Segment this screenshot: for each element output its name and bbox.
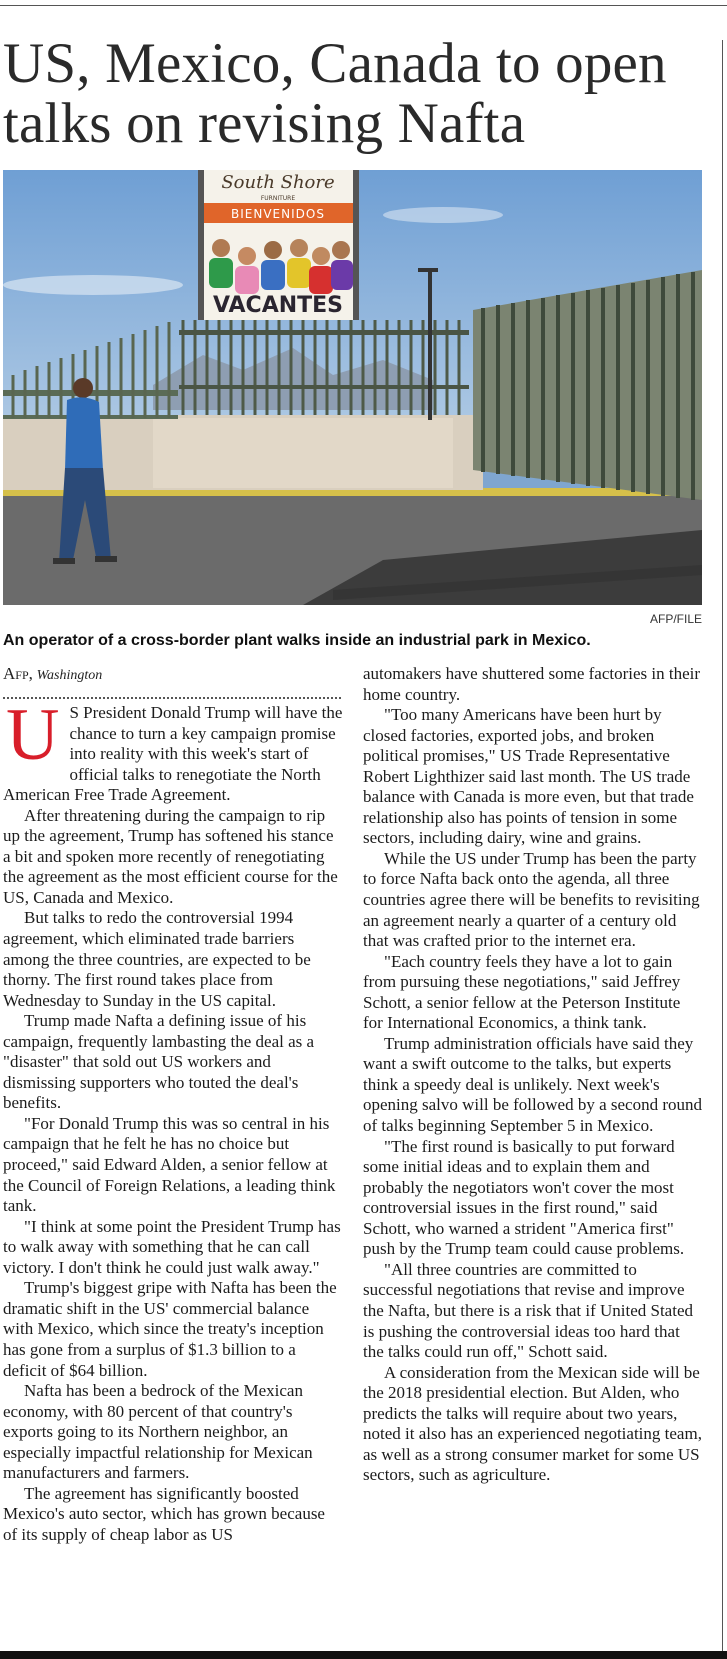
headline: US, Mexico, Canada to open talks on revising Nafta [3, 32, 667, 155]
sign-brand-text: South Shore [221, 172, 335, 193]
column-rule-right [722, 40, 723, 1659]
paragraph: Trump made Nafta a defining issue of his campaign, frequently lambasting the deal as a "disaster" that sold out US workers and dismissing supporters who touted the deal's benefits. [3, 1011, 315, 1113]
paragraph: "Too many Americans have been hurt by closed factories, exported jobs, and broken political promises," US Trade Representative Robert Lighthizer said last month. The US trade balance with Canada is more even, but that trade relationship also has points of tension in some sectors, including dairy, wine and grains. [363, 705, 694, 848]
paragraph [3, 694, 343, 806]
paragraph: The agreement has significantly boosted Mexico's auto sector, which has grown because of its supply of cheap labor as US [3, 1483, 325, 1544]
photo-credit: AFP/FILE [649, 612, 702, 626]
paragraph: Trump administration officials have said they want a swift outcome to the talks, but experts think a speedy deal is unlikely. Next week's opening salvo will be followed by a second round of talks beginning September 5 in Mexico. [363, 1033, 702, 1136]
article-column-2 [363, 664, 703, 1486]
paragraph: "All three countries are committed to successful negotiations that revise and improve the Nafta, but there is a risk that if United Stated is pushing the controversial ideas too hard that the talks could run off," Schott said. [363, 1259, 693, 1362]
byline-place: Washington [36, 668, 103, 683]
photo-caption: An operator of a cross-border plant walks inside an industrial park in Mexico. [3, 632, 591, 649]
drop-cap: U [6, 694, 60, 776]
paragraph: While the US under Trump has been the party to force Nafta back onto the agenda, all three countries agree there will be benefits to revisiting an agreement nearly a quarter of a century old that was crafted prior to the internet era. [363, 848, 700, 951]
paragraph: Trump's biggest gripe with Nafta has been the dramatic shift in the US' commercial balance with Mexico, which since the treaty's inception has gone from a surplus of $1.3 billion to a deficit of $64 billion. [3, 1278, 337, 1380]
sign-furniture-text: FURNITURE [260, 195, 296, 202]
paragraph: Nafta has been a bedrock of the Mexican economy, with 80 percent of that country's exports going to its Northern neighbor, an especially impactful relationship for Mexican manufacturers and farmers. [3, 1381, 313, 1483]
paragraph: A consideration from the Mexican side will be the 2018 presidential election. But Alden, who predicts the talks will require about two years, noted it also has an experienced negotiating team, as well as a strong consumer market for some US sectors, such as agriculture. [363, 1362, 702, 1485]
byline-agency: Afp, [3, 664, 33, 683]
sign-vacancies-text: VACANTES [212, 293, 344, 318]
article-photo [3, 170, 702, 605]
paragraph: After threatening during the campaign to rip up the agreement, Trump has softened his stance a bit and spoken more recently of renegotiating the agreement as the most efficient course for the US, Canada and Mexico. [3, 805, 338, 907]
paragraph: "I think at some point the President Trump has to walk away with something that he can call victory. I don't think he could just walk away." [3, 1216, 341, 1277]
paragraph: But talks to redo the controversial 1994 agreement, which eliminated trade barriers among the three countries, are expected to be thorny. The first round takes place from Wednesday to Sunday in the US capital. [3, 908, 311, 1010]
article-column-1 [3, 694, 343, 1545]
dateline [3, 664, 341, 686]
paragraph: "Each country feels they have a lot to gain from pursuing these negotiations," said Jeffrey Schott, a senior fellow at the Peterson Institute for International Economics, a think tank. [363, 951, 681, 1033]
top-rule [0, 5, 727, 6]
paragraph-text: S President Donald Trump will have the chance to turn a key campaign promise into reality with this week's start of official talks to renegotiate the North American Free Trade Agreement. [3, 703, 343, 805]
sign-welcome-text: BIENVENIDOS [231, 207, 325, 221]
paragraph: "For Donald Trump this was so central in his campaign that he felt he has no choice but proceed," said Edward Alden, a senior fellow at the Council of Foreign Relations, a leading think tank. [3, 1113, 336, 1216]
paragraph: automakers have shuttered some factories in their home country. [363, 664, 701, 704]
paragraph: "The first round is basically to put forward some initial ideas and to explain them and probably the negotiators won't cover the most controversial issues in the first round," said Schott, who warned a strident "America first" push by the Trump team could cause problems. [363, 1136, 685, 1259]
bottom-bar [0, 1651, 727, 1659]
